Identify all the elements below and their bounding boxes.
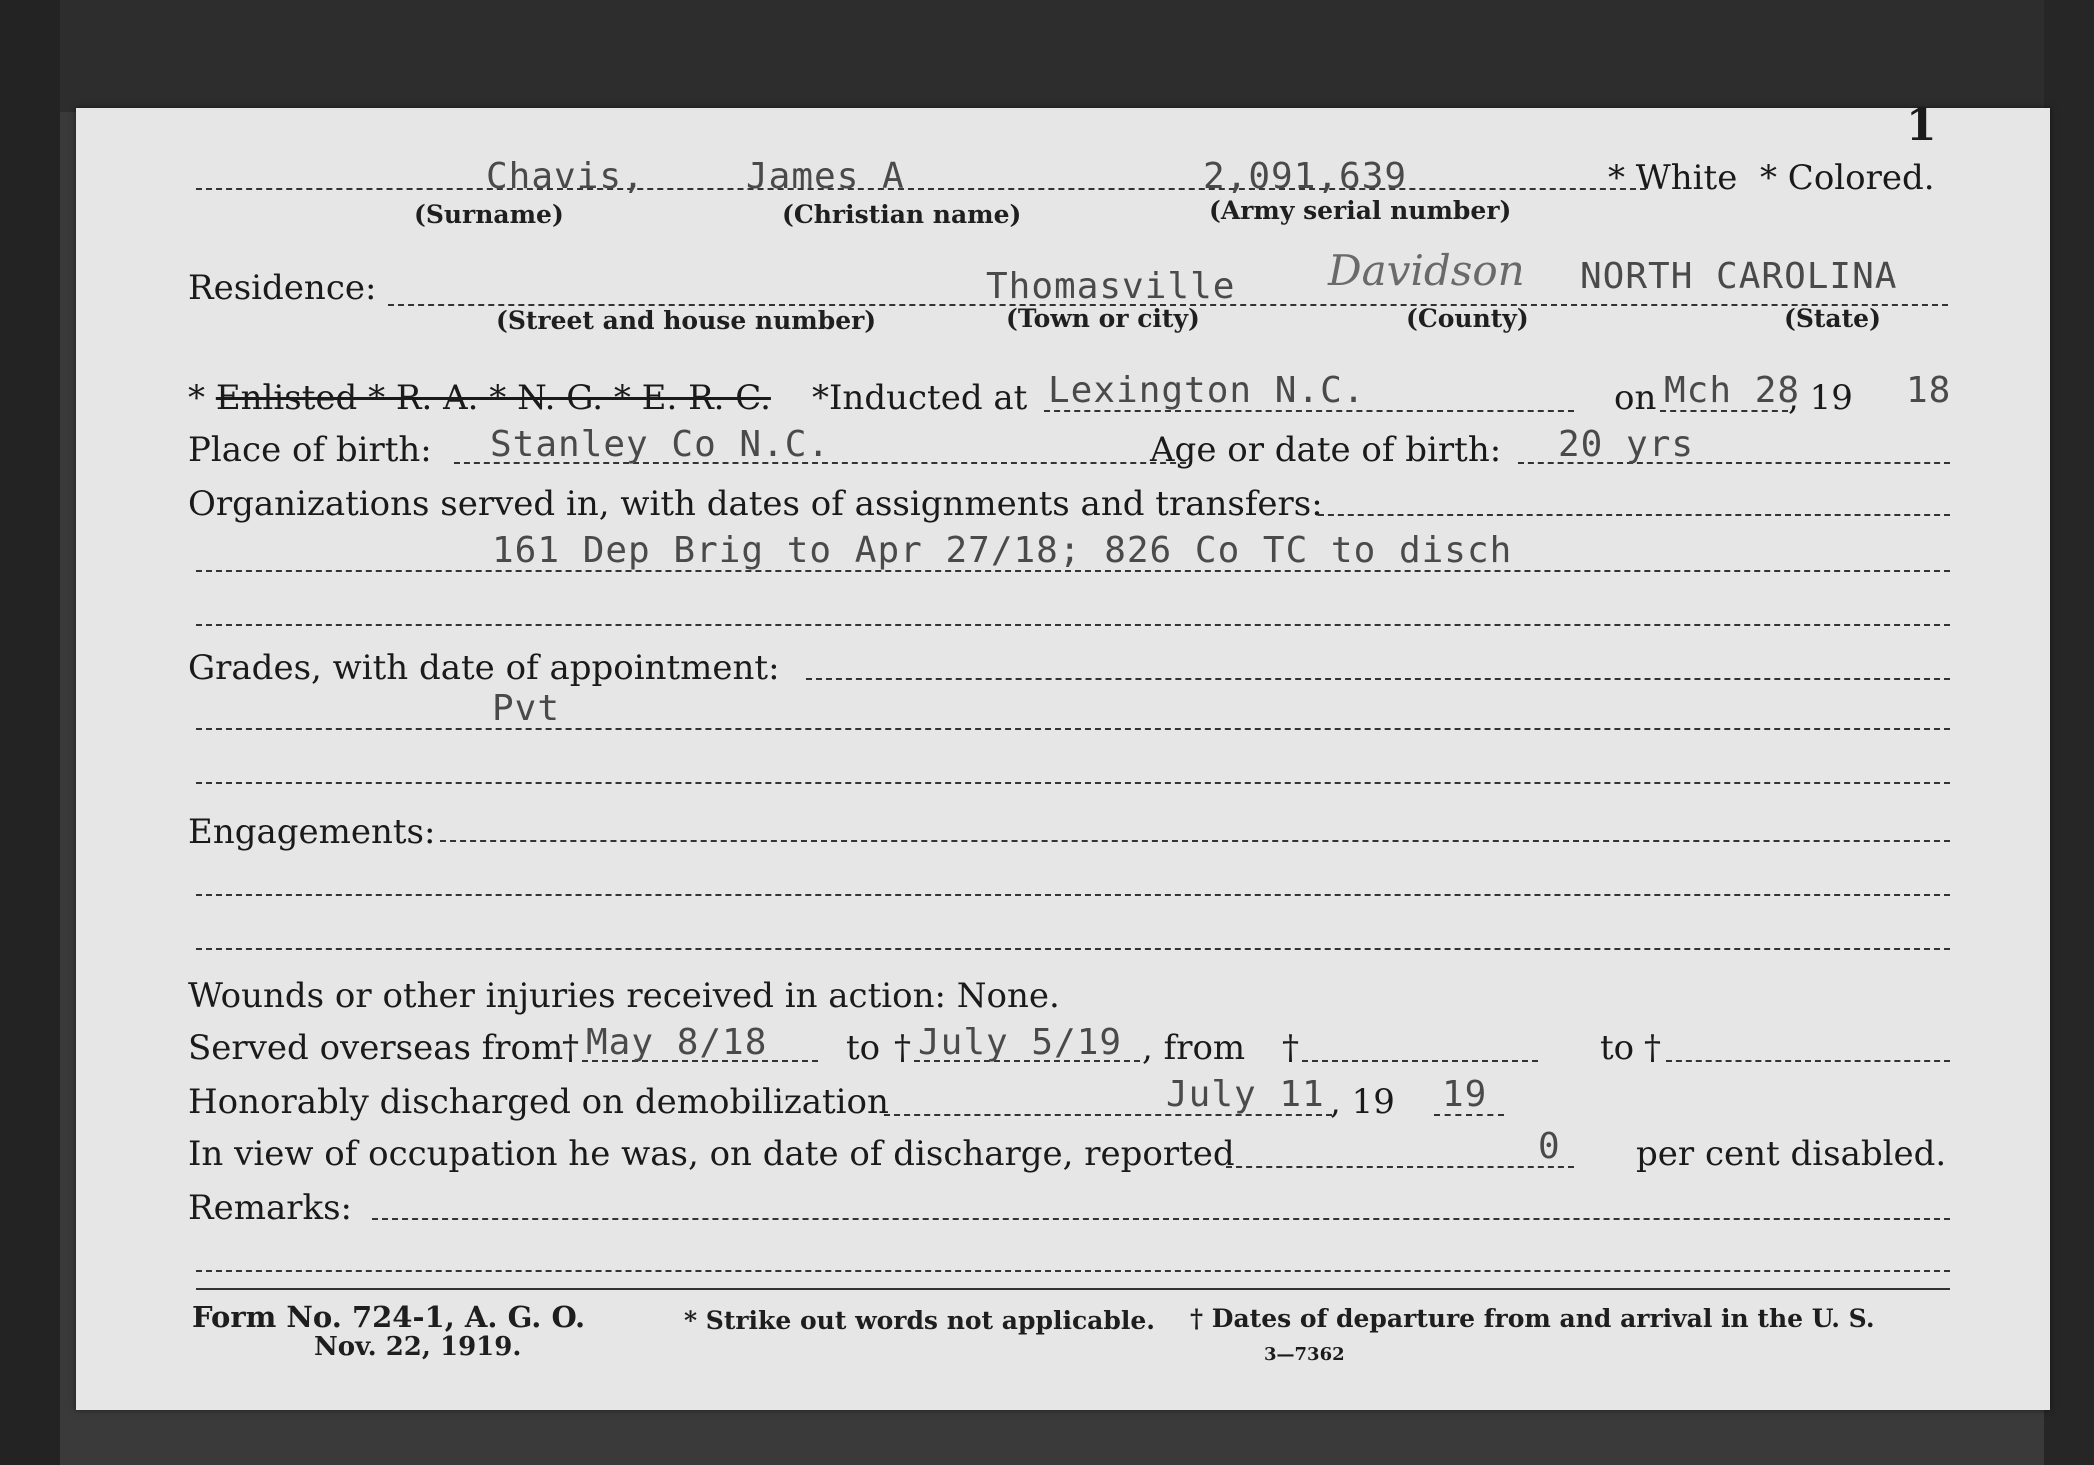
overseas-dagger-3: † <box>1282 1028 1299 1068</box>
form-date: Nov. 22, 1919. <box>314 1332 522 1362</box>
residence-label: Residence: <box>188 268 377 308</box>
street-caption: (Street and house number) <box>496 306 877 335</box>
overseas-to-label: to <box>846 1028 881 1068</box>
serial-caption: (Army serial number) <box>1209 196 1512 225</box>
christian-name-caption: (Christian name) <box>782 200 1022 229</box>
overseas-dagger-2: † <box>894 1028 911 1068</box>
disability-leader <box>1226 1166 1574 1168</box>
engagements-leader-2 <box>196 894 1950 896</box>
grades-value: Pvt <box>492 688 561 729</box>
state-caption: (State) <box>1784 304 1881 333</box>
overseas-dagger-1: † <box>562 1028 579 1068</box>
engagements-leader-3 <box>196 948 1950 950</box>
birth-place-value: Stanley Co N.C. <box>490 424 831 465</box>
overseas-from-label-2: , from <box>1142 1028 1246 1068</box>
overseas-to-leader-2 <box>1666 1060 1950 1062</box>
inducted-place: Lexington N.C. <box>1048 370 1366 411</box>
grades-leader-2 <box>196 728 1950 730</box>
form-number: Form No. 724-1, A. G. O. <box>192 1300 586 1334</box>
card-number: 1 <box>1906 100 1937 151</box>
organizations-value: 161 Dep Brig to Apr 27/18; 826 Co TC to disch <box>492 530 1513 571</box>
residence-state: NORTH CAROLINA <box>1580 256 1898 297</box>
background-left <box>0 0 60 1465</box>
grades-leader-3 <box>196 782 1950 784</box>
birth-place-label: Place of birth: <box>188 430 432 470</box>
surname-caption: (Surname) <box>414 200 564 229</box>
footer-rule <box>196 1288 1950 1290</box>
overseas-dagger-4: † <box>1644 1028 1661 1068</box>
overseas-from-value: May 8/18 <box>586 1022 768 1063</box>
name-leader <box>196 188 1646 190</box>
induction-date: Mch 28 <box>1664 370 1801 411</box>
grades-label: Grades, with date of appointment: <box>188 648 780 688</box>
colored-option: * Colored. <box>1760 158 1935 198</box>
residence-county: Davidson <box>1328 246 1525 295</box>
age-value: 20 yrs <box>1558 424 1695 465</box>
overseas-to-label-2: to <box>1600 1028 1635 1068</box>
organizations-leader-1 <box>1318 514 1950 516</box>
discharge-year: 19 <box>1442 1074 1488 1115</box>
organizations-label: Organizations served in, with dates of assignments and transfers: <box>188 484 1323 524</box>
enlisted-prefix: * <box>188 378 216 418</box>
induction-year: 18 <box>1906 370 1952 411</box>
white-option: * White <box>1608 158 1738 198</box>
inducted-label: *Inducted at <box>812 378 1028 418</box>
dates-note: † Dates of departure from and arrival in the U. S. <box>1190 1304 1875 1333</box>
strike-note: * Strike out words not applicable. <box>684 1306 1155 1335</box>
induction-year-prefix: , 19 <box>1788 378 1853 418</box>
engagements-leader-1 <box>440 840 1950 842</box>
serial-number-value: 2,091,639 <box>1203 156 1408 197</box>
enlisted-struck-options: Enlisted * R. A. * N. G. * E. R. C. <box>215 378 771 418</box>
remarks-leader-1 <box>372 1218 1950 1220</box>
discharge-date: July 11 <box>1166 1074 1325 1115</box>
wounds-value: None. <box>956 976 1060 1016</box>
engagements-label: Engagements: <box>188 812 436 852</box>
county-caption: (County) <box>1406 304 1529 333</box>
organizations-leader-3 <box>196 624 1950 626</box>
remarks-leader-2 <box>196 1270 1950 1272</box>
overseas-to-value: July 5/19 <box>918 1022 1123 1063</box>
age-label: Age or date of birth: <box>1150 430 1502 470</box>
overseas-label: Served overseas from <box>188 1028 564 1068</box>
christian-name-value: James A <box>746 156 905 197</box>
disability-label: In view of occupation he was, on date of discharge, reported <box>188 1134 1235 1174</box>
enlistment-options <box>188 378 771 418</box>
disability-suffix: per cent disabled. <box>1636 1134 1947 1174</box>
discharge-label: Honorably discharged on demobilization <box>188 1082 889 1122</box>
residence-town: Thomasville <box>986 266 1236 307</box>
service-record-card <box>76 100 2050 1410</box>
town-caption: (Town or city) <box>1006 304 1200 333</box>
disability-value: 0 <box>1538 1126 1561 1167</box>
print-code: 3—7362 <box>1264 1344 1345 1365</box>
wounds-label-text: Wounds or other injuries received in action: <box>188 976 946 1016</box>
on-label: on <box>1614 378 1657 418</box>
background-right <box>2044 0 2094 1465</box>
remarks-label: Remarks: <box>188 1188 352 1228</box>
wounds-label <box>188 976 1060 1016</box>
overseas-from-leader-2 <box>1302 1060 1538 1062</box>
surname-value: Chavis, <box>486 156 645 197</box>
grades-leader-1 <box>806 678 1950 680</box>
discharge-year-prefix: , 19 <box>1330 1082 1395 1122</box>
background-top <box>0 0 2094 112</box>
